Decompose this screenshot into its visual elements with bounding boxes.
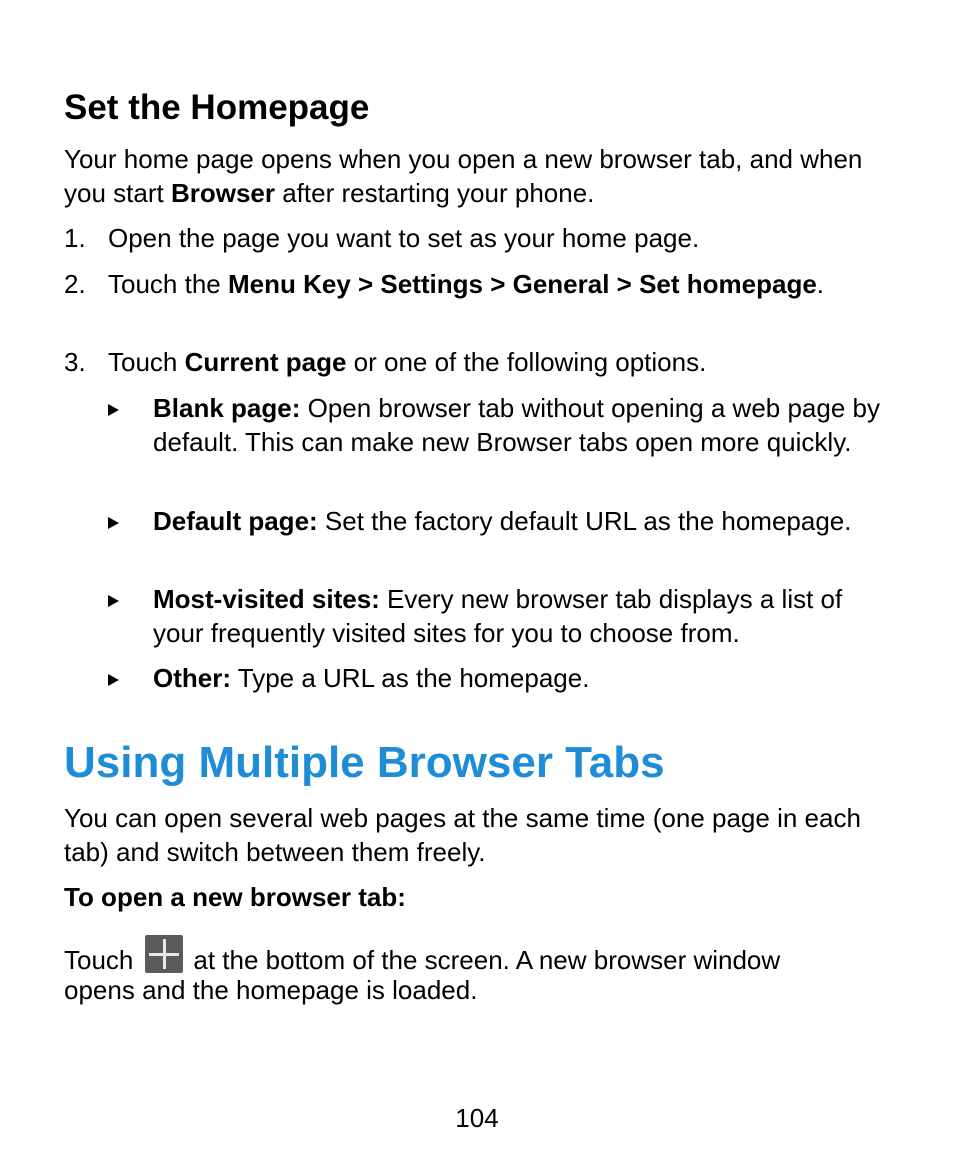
- option-text: [153, 391, 883, 459]
- touch-instruction-continued: opens and the homepage is loaded.: [64, 975, 478, 1005]
- bullet-arrow-icon: [108, 674, 119, 686]
- step-text: Open the page you want to set as your home page.: [108, 223, 700, 253]
- bullet-arrow-icon: [108, 404, 119, 416]
- step-text-bold: Current page: [184, 347, 347, 377]
- step-text: [108, 345, 878, 379]
- step-number: 1.: [64, 223, 86, 253]
- bullet-arrow-icon: [108, 595, 119, 607]
- section-heading-multiple-tabs: Using Multiple Browser Tabs: [64, 738, 665, 787]
- intro-text-1: Your home page opens when you open a new browser tab, and when you start: [64, 144, 863, 208]
- step-text-post: .: [816, 269, 825, 299]
- intro-paragraph: [64, 142, 884, 210]
- option-label: Blank page:: [153, 393, 301, 423]
- tabs-intro-paragraph: You can open several web pages at the same time (one page in each tab) and switch between them freely.: [64, 803, 861, 867]
- option-text: [153, 661, 883, 695]
- step-text-pre: Touch: [108, 347, 185, 377]
- option-label: Default page:: [153, 506, 318, 536]
- option-description: Open browser tab without opening a web page by default. This can make new Browser tabs open more quickly.: [153, 393, 880, 457]
- step-text-post: or one of the following options.: [346, 347, 707, 377]
- option-description: Type a URL as the homepage.: [231, 663, 590, 693]
- step-text-pre: Touch the: [108, 269, 228, 299]
- option-text: [153, 582, 883, 650]
- plus-icon: [145, 935, 183, 973]
- touch-text-post: at the bottom of the screen. A new browser window: [193, 945, 781, 975]
- section-heading-set-homepage: Set the Homepage: [64, 88, 370, 127]
- intro-bold-browser: Browser: [170, 178, 275, 208]
- subhead-open-new-tab: To open a new browser tab:: [64, 882, 406, 912]
- touch-instruction: [64, 935, 780, 977]
- option-description: Every new browser tab displays a list of your frequently visited sites for you to choose from.: [153, 584, 843, 648]
- step-number: 2.: [64, 269, 86, 299]
- option-label: Other:: [153, 663, 231, 693]
- option-description: Set the factory default URL as the homepage.: [317, 506, 852, 536]
- step-number: 3.: [64, 347, 86, 377]
- option-text: [153, 504, 883, 538]
- page-number: 104: [455, 1103, 499, 1133]
- bullet-arrow-icon: [108, 517, 119, 529]
- step-text-bold: Menu Key > Settings > General > Set homepage: [227, 269, 817, 299]
- touch-text-pre: Touch: [64, 945, 134, 975]
- option-label: Most-visited sites:: [153, 584, 380, 614]
- step-text: [108, 267, 878, 301]
- intro-text-2: after restarting your phone.: [274, 178, 595, 208]
